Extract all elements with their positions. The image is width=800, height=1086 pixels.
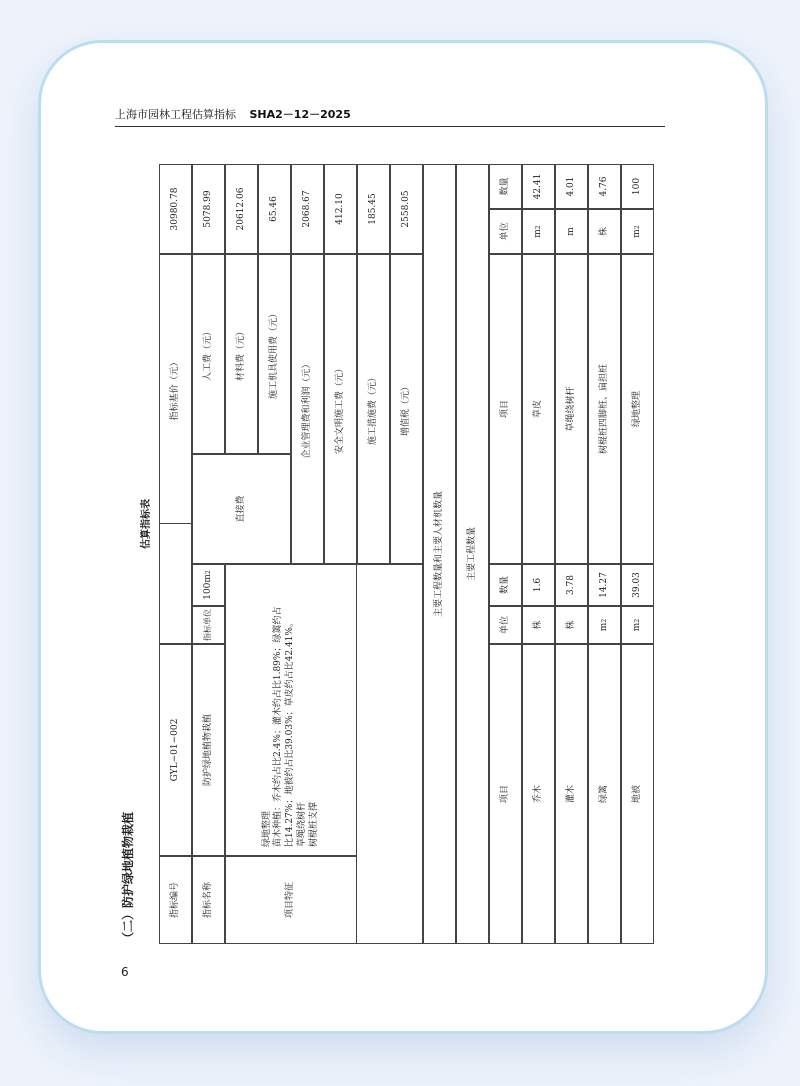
management-value: 2068.67 bbox=[291, 164, 324, 254]
left-header-item: 项目 bbox=[489, 644, 522, 944]
header-code: SHA2－12－2025 bbox=[249, 108, 351, 121]
table-row-qty: 3.78 bbox=[555, 564, 588, 606]
machinery-value: 65.46 bbox=[258, 164, 291, 254]
page-number: 6 bbox=[121, 965, 129, 979]
feature-line: 绿地整理 bbox=[261, 810, 272, 847]
base-price-label: 指标基价（元） bbox=[159, 254, 192, 524]
table-title: 估算指标表 bbox=[141, 499, 152, 549]
safety-value: 412.10 bbox=[324, 164, 357, 254]
table-row-item: 地被 bbox=[621, 644, 654, 944]
table-row-qty: 1.6 bbox=[522, 564, 555, 606]
code-label: 指标编号 bbox=[159, 856, 192, 944]
safety-label: 安全文明施工费（元） bbox=[324, 254, 357, 564]
material-label: 材料费（元） bbox=[225, 254, 258, 454]
labor-value: 5078.99 bbox=[192, 164, 225, 254]
vat-label: 增值税（元） bbox=[390, 254, 423, 564]
section-title: （二）防护绿地植物栽植 bbox=[121, 811, 135, 944]
measures-label: 施工措施费（元） bbox=[357, 254, 390, 564]
table-row-unit: m 2 bbox=[621, 606, 654, 644]
table-row-item: 绿篱 bbox=[588, 644, 621, 944]
left-header-qty: 数量 bbox=[489, 564, 522, 606]
table-row-qty: 39.03 bbox=[621, 564, 654, 606]
management-label: 企业管理费和利润（元） bbox=[291, 254, 324, 564]
table-row-qty: 4.01 bbox=[555, 164, 588, 209]
right-header-qty: 数量 bbox=[489, 164, 522, 209]
material-value: 20612.06 bbox=[225, 164, 258, 254]
machinery-label: 施工机具使用费（元） bbox=[258, 254, 291, 454]
table-row-qty: 14.27 bbox=[588, 564, 621, 606]
table-row-qty: 4.76 bbox=[588, 164, 621, 209]
quantities-section-label: 主要工程数量和主要人材机数量 bbox=[423, 164, 456, 944]
table-row-unit: m 2 bbox=[588, 606, 621, 644]
labor-label: 人工费（元） bbox=[192, 254, 225, 454]
left-header-unit: 单位 bbox=[489, 606, 522, 644]
base-price-value: 30980.78 bbox=[159, 164, 192, 254]
table-row-item: 绿地整理 bbox=[621, 254, 654, 564]
table-row-item: 乔木 bbox=[522, 644, 555, 944]
name-value: 防护绿地植物栽植 bbox=[192, 644, 225, 856]
quantities-sub-label: 主要工程数量 bbox=[456, 164, 489, 944]
feature-line: 比14.27%；地被约占比39.03%；草皮约占比42.41%。 bbox=[285, 618, 296, 847]
table-row-unit: m 2 bbox=[522, 209, 555, 254]
running-header bbox=[115, 106, 665, 127]
table-row-qty: 100 bbox=[621, 164, 654, 209]
table-row-unit: m bbox=[555, 209, 588, 254]
table-row-item: 树棍桩四脚桩、扁担桩 bbox=[588, 254, 621, 564]
table-row-item: 草绳绕树杆 bbox=[555, 254, 588, 564]
features-text bbox=[225, 564, 357, 856]
table-row-unit: m 2 bbox=[621, 209, 654, 254]
right-header-unit: 单位 bbox=[489, 209, 522, 254]
right-header-item: 项目 bbox=[489, 254, 522, 564]
feature-line: 苗木种植：乔木约占比2.4%；灌木约占比1.89%；绿篱约占 bbox=[273, 606, 284, 847]
features-label: 项目特征 bbox=[225, 856, 357, 944]
table-row-item: 灌木 bbox=[555, 644, 588, 944]
unit-value: 100m 2 bbox=[192, 564, 225, 606]
code-value: GYL−01−002 bbox=[159, 644, 192, 856]
table-row-unit: 株 bbox=[522, 606, 555, 644]
table-row-unit: 株 bbox=[555, 606, 588, 644]
rotated-table-sheet bbox=[115, 144, 665, 944]
feature-line: 树棍桩支撑 bbox=[308, 801, 319, 847]
features-extension bbox=[357, 564, 423, 944]
unit-label: 指标单位 bbox=[192, 606, 225, 644]
blank-cell bbox=[159, 524, 192, 644]
header-title: 上海市园林工程估算指标 bbox=[115, 108, 236, 121]
direct-cost-label: 直接费 bbox=[192, 454, 291, 564]
vat-value: 2558.05 bbox=[390, 164, 423, 254]
name-label: 指标名称 bbox=[192, 856, 225, 944]
feature-line: 草绳绕树杆 bbox=[296, 801, 307, 847]
table-row-item: 草皮 bbox=[522, 254, 555, 564]
measures-value: 185.45 bbox=[357, 164, 390, 254]
table-row-unit: 株 bbox=[588, 209, 621, 254]
table-row-qty: 42.41 bbox=[522, 164, 555, 209]
